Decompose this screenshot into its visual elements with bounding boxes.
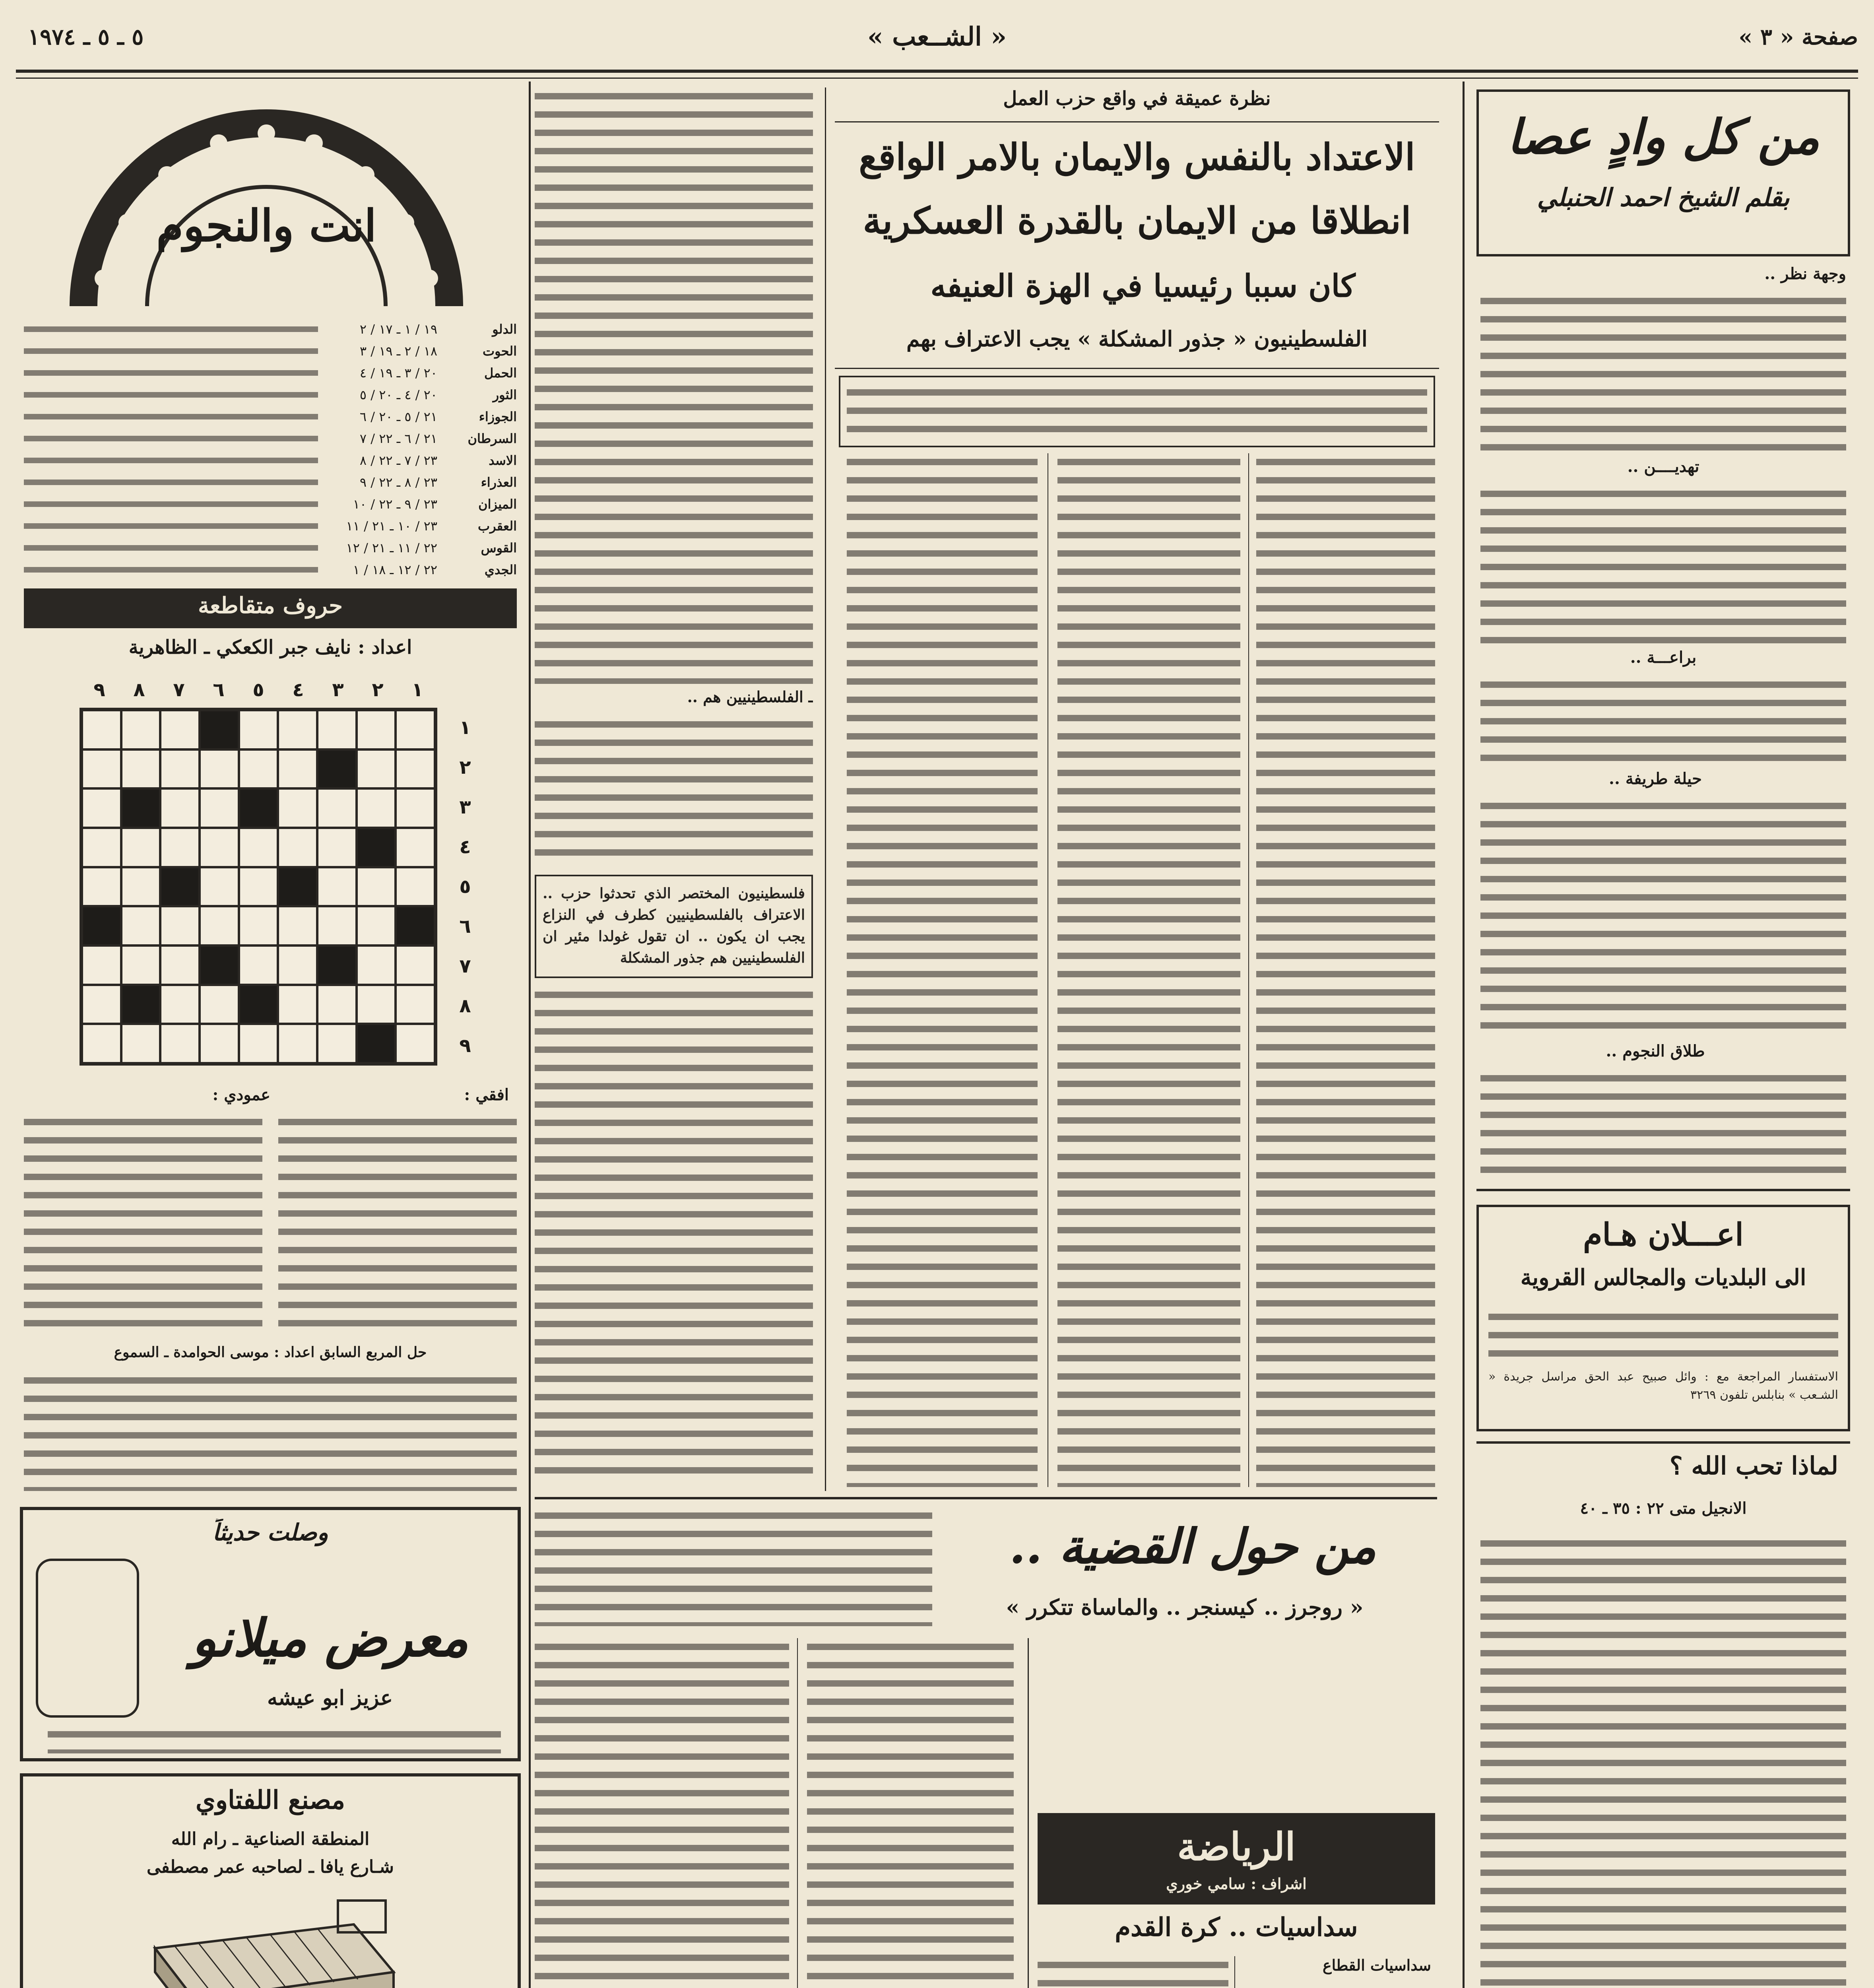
story-subhead: الفلسطينيون « جذور المشكلة » يجب الاعتراف بهم — [906, 326, 1368, 351]
crossword-column-number: ٢ — [372, 679, 384, 701]
inner-divider — [797, 1638, 798, 1988]
crossword-cell[interactable] — [357, 906, 396, 945]
crossword-cell[interactable] — [121, 788, 161, 828]
star-sign-name: الاسد — [489, 452, 517, 468]
crossword-cell[interactable] — [396, 945, 435, 985]
section-rule — [1476, 1441, 1850, 1444]
star-sign-name: الثور — [493, 387, 517, 402]
crossword-cell[interactable] — [278, 788, 317, 828]
star-sign-dates: ٢٣ / ٩ ـ ٢٢ / ١٠ — [353, 496, 437, 512]
crossword-row-number: ٨ — [459, 995, 471, 1017]
star-sign-row — [24, 362, 517, 384]
inner-divider — [1028, 1638, 1029, 1988]
story-continued — [535, 986, 813, 1483]
announcement-contact: الاستفسار المراجعة مع : وائل صبيح عبد الحق مراسل جريدة « الشـعب » بنابلس تلفون ٣٢٦٩ — [1488, 1370, 1838, 1402]
star-sign-row — [24, 427, 517, 449]
crossword-row-number: ٥ — [459, 876, 471, 898]
crossword-cell[interactable] — [160, 788, 200, 828]
crossword-cell[interactable] — [121, 945, 161, 985]
crossword-cell[interactable] — [160, 710, 200, 749]
article-body — [1480, 676, 1846, 763]
crossword-cell[interactable] — [160, 985, 200, 1024]
stars-list — [24, 318, 517, 580]
story-column-1 — [1256, 453, 1435, 1487]
crossword-cell[interactable] — [200, 945, 239, 985]
headline-1: الاعتداد بالنفس والايمان بالامر الواقع — [859, 136, 1415, 179]
star-sign-dates: ٢١ / ٥ ـ ٢٠ / ٦ — [359, 409, 437, 424]
crossword-column-number: ٦ — [213, 679, 225, 701]
star-sign-text — [24, 476, 318, 488]
crossword-cell[interactable] — [278, 906, 317, 945]
crossword-cell[interactable] — [317, 749, 357, 789]
article-body — [1480, 485, 1846, 644]
section-heading: تهديــــن .. — [1627, 457, 1699, 476]
question-ref: الانجيل متى ٢٢ : ٣٥ ـ ٤٠ — [1580, 1499, 1747, 1518]
section-heading: براعـــة .. — [1630, 648, 1697, 667]
crossword-cell[interactable] — [200, 1024, 239, 1063]
star-sign-name: العقرب — [477, 518, 517, 534]
star-sign-text — [24, 454, 318, 466]
crossword-row-number: ٢ — [459, 756, 471, 779]
crossword-cell[interactable] — [121, 867, 161, 907]
crossword-cell[interactable] — [357, 828, 396, 867]
star-sign-dates: ٢٠ / ٣ ـ ١٩ / ٤ — [359, 365, 437, 381]
article-byline: بقلم الشيخ احمد الحنبلي — [1537, 183, 1790, 212]
milano-logo — [36, 1559, 139, 1718]
crossword-cell[interactable] — [278, 985, 317, 1024]
crossword-cell[interactable] — [239, 945, 278, 985]
laftawi-addr1: المنطقة الصناعية ـ رام الله — [171, 1829, 370, 1849]
crossword-cell[interactable] — [82, 788, 121, 828]
section-heading: وجهة نظر .. — [1764, 264, 1846, 283]
star-sign-name: السرطان — [468, 431, 517, 446]
star-sign-text — [24, 564, 318, 576]
star-sign-text — [24, 498, 318, 510]
crossword-cell[interactable] — [121, 828, 161, 867]
star-sign-dates: ٢٣ / ٧ ـ ٢٢ / ٨ — [359, 452, 437, 468]
crossword-cell[interactable] — [357, 985, 396, 1024]
sports-item: سداسيات القطاع — [1322, 1956, 1431, 1974]
announcement-title: اعـــلان هـام — [1583, 1217, 1744, 1253]
crossword-cell[interactable] — [239, 828, 278, 867]
crossword-cell[interactable] — [278, 828, 317, 867]
crossword-cell[interactable] — [278, 710, 317, 749]
star-sign-row — [24, 537, 517, 559]
crossword-cell[interactable] — [357, 710, 396, 749]
previous-solution-body — [24, 1372, 517, 1491]
across-label: افقي : — [464, 1085, 509, 1104]
crossword-cell[interactable] — [121, 749, 161, 789]
headline-3: كان سببا رئيسيا في الهزة العنيفه — [930, 268, 1356, 304]
crossword-cell[interactable] — [200, 749, 239, 789]
star-sign-row — [24, 493, 517, 515]
crossword-cell[interactable] — [82, 828, 121, 867]
star-sign-name: الميزان — [478, 496, 517, 512]
star-sign-name: الحمل — [484, 365, 517, 381]
crossword-row-number: ٦ — [459, 915, 471, 938]
star-sign-row — [24, 384, 517, 406]
around-title: من حول القضية .. — [1009, 1518, 1376, 1574]
question-title: لماذا تحب الله ؟ — [1669, 1451, 1838, 1480]
box-heading: ـ الفلسطينيين هم .. — [687, 688, 813, 706]
crossword-cell[interactable] — [200, 906, 239, 945]
crossword-cell[interactable] — [239, 749, 278, 789]
milano-owner: عزيز ابو عيشه — [267, 1686, 393, 1710]
star-sign-row — [24, 559, 517, 580]
article-body — [1480, 1070, 1846, 1181]
star-sign-text — [24, 520, 318, 532]
crossword-cell[interactable] — [396, 985, 435, 1024]
crossword-cell[interactable] — [396, 906, 435, 945]
star-sign-row — [24, 318, 517, 340]
crossword-column-number: ٩ — [93, 679, 105, 701]
crossword-row-number: ٩ — [459, 1035, 471, 1057]
subhead-rule — [835, 368, 1439, 369]
crossword-cell[interactable] — [396, 828, 435, 867]
issue-date: ٥ ـ ٥ ـ ١٩٧٤ — [28, 24, 144, 50]
crossword-cell[interactable] — [200, 710, 239, 749]
quote-box-text: فلسطينيون المختصر الذي تحدثوا حزب .. الاعتراف بالفلسطينيين كطرف في النزاع يجب ان يكون .. ان تقول غولدا مئير ان الفلسطينيين هم جذور المشكلة — [543, 885, 805, 966]
section-rule — [535, 1497, 1437, 1499]
crossword-cell[interactable] — [200, 788, 239, 828]
section-rule — [1476, 1189, 1850, 1191]
star-sign-text — [24, 433, 318, 445]
star-sign-row — [24, 471, 517, 493]
announcement-body — [1488, 1308, 1838, 1364]
star-sign-row — [24, 406, 517, 427]
crossword-cell[interactable] — [396, 788, 435, 828]
crossword-cell[interactable] — [317, 945, 357, 985]
column-divider — [529, 82, 531, 1988]
crossword-cell[interactable] — [82, 945, 121, 985]
star-sign-text — [24, 323, 318, 335]
question-body — [1480, 1535, 1846, 1988]
laftawi-addr2: شـارع يافا ـ لصاحبه عمر مصطفى — [147, 1857, 394, 1877]
star-sign-dates: ٢١ / ٦ ـ ٢٢ / ٧ — [359, 431, 437, 446]
masthead-rule — [16, 70, 1858, 73]
crossword-cell[interactable] — [396, 867, 435, 907]
star-sign-dates: ٢٣ / ٨ ـ ٢٢ / ٩ — [359, 474, 437, 490]
star-sign-name: الجدي — [484, 562, 517, 577]
star-sign-dates: ٢٢ / ١١ ـ ٢١ / ١٢ — [346, 540, 437, 555]
crossword-cell[interactable] — [239, 985, 278, 1024]
star-sign-name: العذراء — [481, 474, 517, 490]
stars-title: انت والنجوم — [156, 200, 376, 251]
crossword-cell[interactable] — [317, 710, 357, 749]
crossword-cell[interactable] — [200, 828, 239, 867]
crossword-cell[interactable] — [82, 749, 121, 789]
crossword-cell[interactable] — [317, 985, 357, 1024]
story-column-3 — [847, 453, 1038, 1487]
story-column-2 — [1057, 453, 1240, 1487]
crossword-cell[interactable] — [121, 710, 161, 749]
crossword-cell[interactable] — [82, 867, 121, 907]
crossword-cell[interactable] — [121, 985, 161, 1024]
crossword-cell[interactable] — [357, 945, 396, 985]
crossword-column-number: ٥ — [252, 679, 264, 701]
article-body — [1480, 292, 1846, 451]
around-lead — [535, 1507, 932, 1626]
article-title: من كل وادٍ عصا — [1507, 109, 1820, 165]
crossword-row-number: ٤ — [459, 836, 471, 858]
crossword-cell[interactable] — [160, 828, 200, 867]
crossword-top-numbers — [80, 676, 437, 704]
crossword-cell[interactable] — [200, 867, 239, 907]
crossword-row-number: ١ — [459, 716, 471, 739]
crossword-cell[interactable] — [82, 710, 121, 749]
star-sign-row — [24, 449, 517, 471]
crossword-banner-title: حروف متقاطعة — [198, 592, 343, 619]
inner-divider — [1248, 453, 1249, 1487]
crossword-cell[interactable] — [160, 945, 200, 985]
crossword-cell[interactable] — [357, 788, 396, 828]
star-sign-name: الجوزاء — [479, 409, 517, 424]
section-heading: حيلة طريفة .. — [1609, 769, 1702, 788]
around-col-2 — [535, 1638, 789, 1988]
crossword-cell[interactable] — [160, 1024, 200, 1063]
crossword-cell[interactable] — [239, 867, 278, 907]
story-continued-top — [535, 87, 813, 684]
crossword-cell[interactable] — [278, 1024, 317, 1063]
milano-address — [48, 1726, 501, 1753]
crossword-cell[interactable] — [160, 906, 200, 945]
star-sign-text — [24, 542, 318, 554]
lead-text — [847, 384, 1427, 439]
kicker-rule — [835, 121, 1439, 122]
crossword-column-number: ٧ — [173, 679, 185, 701]
crossword-cell[interactable] — [160, 749, 200, 789]
star-sign-name: القوس — [481, 540, 517, 555]
crossword-column-number: ١ — [411, 679, 423, 701]
down-clues — [24, 1113, 262, 1336]
bed-icon — [131, 1893, 409, 1988]
star-sign-dates: ٢٢ / ١٢ ـ ١٨ / ١ — [353, 562, 437, 577]
crossword-cell[interactable] — [317, 828, 357, 867]
star-sign-dates: ١٨ / ٢ ـ ١٩ / ٣ — [359, 343, 437, 359]
crossword-cell[interactable] — [357, 749, 396, 789]
sports-banner-title: الرياضة — [1177, 1824, 1296, 1869]
crossword-cell[interactable] — [357, 867, 396, 907]
crossword-cell[interactable] — [239, 906, 278, 945]
inner-divider — [1234, 1956, 1235, 1988]
crossword-cell[interactable] — [317, 906, 357, 945]
laftawi-title: مصنع اللفتاوي — [195, 1785, 345, 1815]
crossword-cell[interactable] — [357, 1024, 396, 1063]
star-sign-dates: ٢٠ / ٤ ـ ٢٠ / ٥ — [359, 387, 437, 402]
page-number: صفحة « ٣ » — [1738, 24, 1858, 50]
crossword-cell[interactable] — [239, 788, 278, 828]
around-col-1 — [807, 1638, 1014, 1988]
star-sign-name: الحوت — [483, 343, 517, 359]
milano-name: معرض ميلانو — [191, 1607, 469, 1668]
sports-banner-sub: اشراف : سامي خوري — [1166, 1875, 1307, 1893]
headline-2: انطلاقا من الايمان بالقدرة العسكرية — [863, 199, 1411, 242]
crossword-cell[interactable] — [82, 906, 121, 945]
star-sign-text — [24, 411, 318, 423]
across-clues — [278, 1113, 517, 1336]
crossword-cell[interactable] — [278, 749, 317, 789]
column-divider — [1463, 82, 1465, 1988]
crossword-cell[interactable] — [278, 867, 317, 907]
inner-divider — [825, 87, 826, 1491]
star-sign-text — [24, 367, 318, 379]
crossword-cell[interactable] — [317, 1024, 357, 1063]
article-body — [1480, 797, 1846, 1036]
star-sign-text — [24, 345, 318, 357]
sports-title: سداسيات .. كرة القدم — [1115, 1912, 1358, 1942]
crossword-cell[interactable] — [200, 985, 239, 1024]
crossword-cell[interactable] — [82, 1024, 121, 1063]
around-subtitle: « روجرز .. كيسنجر .. والماساة تتكرر » — [1006, 1594, 1364, 1620]
previous-solution: حل المربع السابق اعداد : موسى الحوامدة ـ السموع — [114, 1344, 427, 1361]
announcement-subtitle: الى البلديات والمجالس القروية — [1520, 1264, 1806, 1291]
masthead-rule-thin — [16, 78, 1858, 79]
star-sign-row — [24, 340, 517, 362]
milano-headline: وصلت حديثاً — [212, 1519, 328, 1546]
star-sign-text — [24, 389, 318, 401]
section-heading: طلاق النجوم .. — [1606, 1042, 1705, 1060]
star-sign-row — [24, 515, 517, 537]
crossword-cell[interactable] — [239, 1024, 278, 1063]
crossword-cell[interactable] — [82, 985, 121, 1024]
sports-text — [1038, 1956, 1228, 1988]
star-sign-name: الدلو — [492, 321, 517, 337]
story-kicker: نظرة عميقة في واقع حزب العمل — [1003, 87, 1271, 110]
down-label: عمودي : — [212, 1085, 270, 1104]
bed-illustration — [131, 1893, 409, 1988]
crossword-column-number: ٤ — [292, 679, 304, 701]
crossword-cell[interactable] — [121, 1024, 161, 1063]
crossword-cell[interactable] — [396, 710, 435, 749]
crossword-cell[interactable] — [317, 788, 357, 828]
star-sign-dates: ١٩ / ١ ـ ١٧ / ٢ — [359, 321, 437, 337]
newspaper-name: « الشــعب » — [867, 22, 1007, 52]
crossword-column-number: ٣ — [332, 679, 344, 701]
crossword-cell[interactable] — [160, 867, 200, 907]
crossword-cell[interactable] — [317, 867, 357, 907]
crossword-cell[interactable] — [278, 945, 317, 985]
crossword-side-numbers — [449, 708, 481, 1066]
crossword-row-number: ٣ — [459, 796, 471, 818]
crossword-column-number: ٨ — [133, 679, 145, 701]
crossword-author: اعداد : نايف جبر الكعكي ـ الظاهرية — [128, 636, 412, 658]
crossword-cell[interactable] — [396, 749, 435, 789]
star-sign-dates: ٢٣ / ١٠ ـ ٢١ / ١١ — [346, 518, 437, 534]
crossword-cell[interactable] — [396, 1024, 435, 1063]
crossword-grid — [80, 708, 437, 1066]
crossword-row-number: ٧ — [459, 955, 471, 977]
story-continued — [535, 716, 813, 867]
sports-text — [1240, 1984, 1435, 1988]
crossword-cell[interactable] — [239, 710, 278, 749]
crossword-cell[interactable] — [121, 906, 161, 945]
